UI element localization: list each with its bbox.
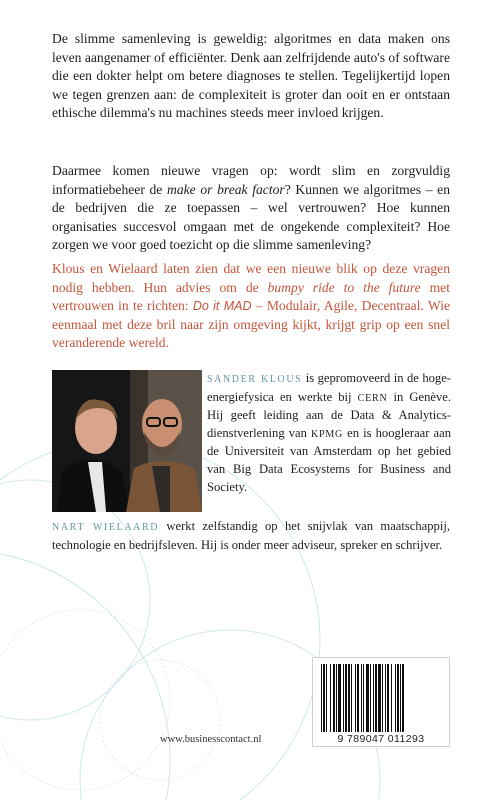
blurb-emphasis: bumpy ride to the future (267, 279, 421, 295)
intro-emphasis: make or break factor (167, 181, 285, 197)
bio2-text: werkt zelfstandig op het snijvlak van maatschappij, technologie en bedrijfsleven. Hij is onder meer adviseur, spreker en schrijver. (52, 519, 450, 552)
bio1-text-c: en is hoogleraar aan de Universiteit van Amsterdam op het gebied van Big Data Ecosystems for Business and Society. (207, 425, 452, 494)
intro-paragraph-1 (52, 30, 450, 123)
intro-text-2a: Daarmee komen nieuwe vragen op: wordt slim en zorgvuldig informatiebeheer de (52, 163, 450, 197)
author-photo (52, 370, 202, 512)
author-name-wielaard: NART WIELAARD (52, 522, 160, 533)
bio1-cern: CERN (357, 392, 388, 404)
blurb-text-b: met vertrouwen in te richten: (52, 279, 450, 314)
intro-paragraph-2 (52, 162, 450, 255)
isbn-number: 9 789047 011293 (337, 733, 425, 745)
blurb-text-c: – Modulair, Agile, Decentraal. Wie eenmaal met deze bril naar zijn omgeving kijkt, krijgt grip op een snel veranderende wereld. (52, 298, 451, 351)
bio1-text-b: in Genève. Hij geeft leiding aan de Data & Analytics-dienstverlening van (207, 389, 451, 440)
bio1-kpmg: KPMG (310, 428, 344, 440)
do-it-mad: Do it MAD (192, 299, 252, 314)
intro-text-2b: ? Kunnen we algoritmes – en de bedrijven die ze toepassen – wel vertrouwen? Hoe kunnen organisaties succesvol omgaan met de ongekende complexiteit? Hoe zorgen we voor goed toezicht op die slimme samenleving? (52, 181, 450, 253)
intro-text-1: De slimme samenleving is geweldig: algoritmes en data maken ons leven aangenamer of efficiënter. Denk aan zelfrijdende auto's of software die een dokter helpt om betere diagnoses te stellen. Tegelijkertijd lopen we tegen grenzen aan: de complexiteit is groter dan ooit en er ontstaan ethische dilemma's nu machines steeds meer invloed krijgen. (52, 31, 450, 121)
publisher-url[interactable]: www.businesscontact.nl (160, 734, 262, 745)
blurb-paragraph (52, 260, 450, 353)
blurb-text-a: Klous en Wielaard laten zien dat we een nieuwe blik op deze vragen nodig hebben. Hun advies om de (52, 261, 450, 295)
author-name-klous: SANDER KLOUS (207, 374, 303, 385)
bio1-text-a: is gepromoveerd in de hoge-energiefysica en werkte bij (207, 371, 451, 404)
bio-nart-wielaard (52, 518, 450, 554)
bio-sander-klous (207, 370, 451, 496)
